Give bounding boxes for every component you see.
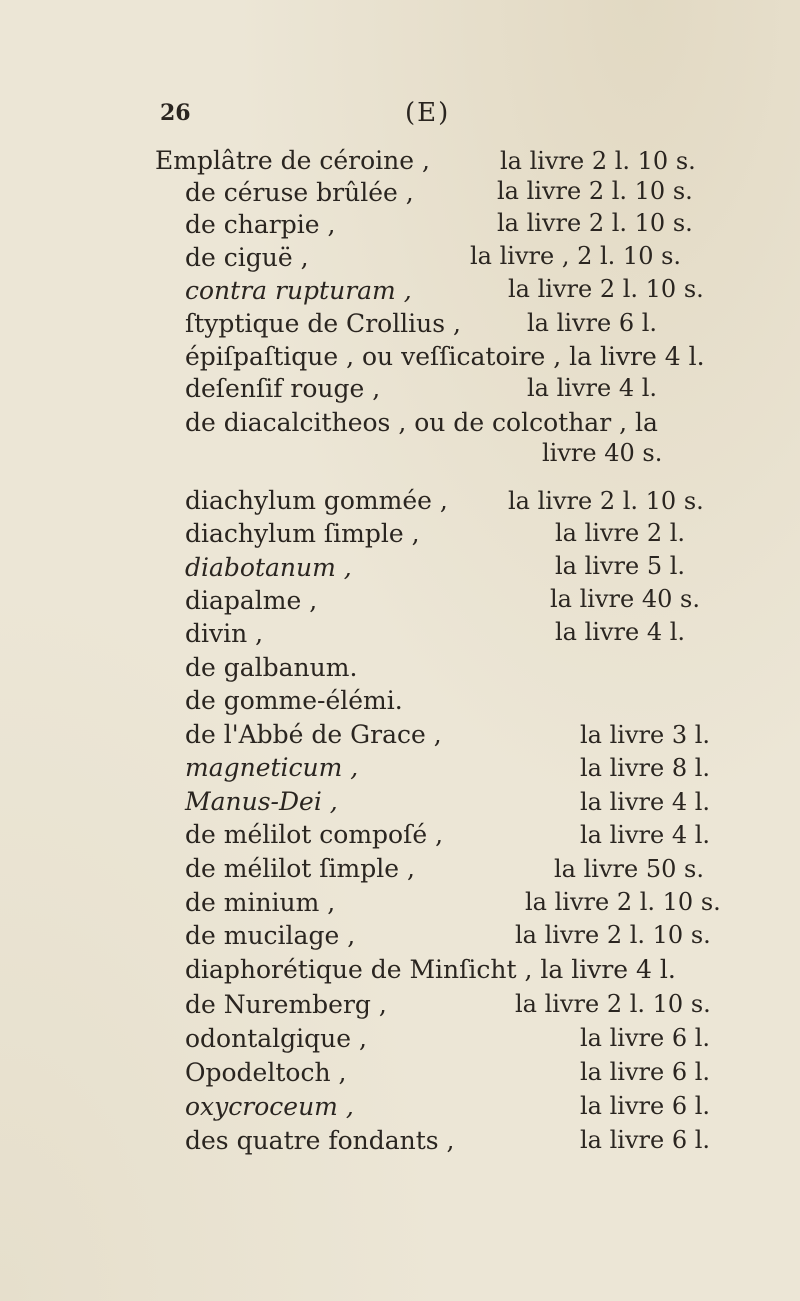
entry-label: odontalgique ,	[185, 1024, 367, 1053]
entry-label: divin ,	[185, 619, 264, 648]
entry-label: Opodeltoch ,	[185, 1058, 347, 1087]
entry-label	[185, 753, 358, 783]
entry-price: la livre 2 l. 10 s.	[515, 921, 711, 949]
entry-price: la livre 3 l.	[580, 721, 711, 749]
entry-label: épiſpaſtique , ou veſſicatoire , la livre 4 l.	[185, 342, 705, 371]
entry-label: diapalme ,	[185, 586, 318, 615]
entry-label	[185, 276, 412, 306]
entry-label-italic: diabotanum ,	[185, 553, 352, 582]
entry-price: la livre 6 l.	[580, 1058, 711, 1086]
entry-price: la livre 6 l.	[527, 309, 658, 337]
entry-label-italic: magneticum ,	[185, 753, 359, 782]
entry-label: de l'Abbé de Grace ,	[185, 720, 442, 749]
entry-label: deſenſif rouge ,	[185, 374, 381, 403]
entry-price: livre 40 s.	[542, 439, 663, 467]
entry-label: des quatre fondants ,	[185, 1126, 455, 1155]
entry-price: la livre 50 s.	[554, 855, 704, 883]
entry-label: de galbanum.	[185, 653, 358, 682]
entry-label	[185, 787, 338, 817]
entry-label-italic: oxycroceum ,	[185, 1092, 354, 1121]
entry-label	[185, 1092, 354, 1122]
entry-label: diachylum gommée ,	[185, 486, 448, 515]
entry-price: la livre 40 s.	[550, 585, 700, 613]
entry-label	[185, 553, 352, 583]
entry-label: de Nuremberg ,	[185, 990, 387, 1019]
entry-price: la livre 2 l. 10 s.	[508, 275, 704, 303]
entry-label: de mucilage ,	[185, 921, 356, 950]
entry-label-italic: Manus-Dei ,	[185, 787, 338, 816]
entry-price: la livre 2 l. 10 s.	[515, 990, 711, 1018]
entry-label: de ciguë ,	[185, 243, 309, 272]
entry-price: la livre 4 l.	[555, 618, 686, 646]
entry-label: de charpie ,	[185, 210, 336, 239]
entry-price: la livre 2 l.	[555, 519, 686, 547]
running-head: (E)	[405, 98, 451, 128]
entry-label: de diacalcitheos , ou de colcothar , la	[185, 408, 658, 437]
entry-price: la livre 4 l.	[580, 788, 711, 816]
entry-label: de mélilot compoſé ,	[185, 820, 444, 849]
entry-price: la livre 2 l. 10 s.	[497, 177, 693, 205]
entry-price: la livre 2 l. 10 s.	[508, 487, 704, 515]
entry-price: la livre 4 l.	[527, 374, 658, 402]
entry-label-italic: contra rupturam ,	[185, 276, 412, 305]
entry-label: de mélilot ſimple ,	[185, 854, 415, 883]
entry-price: la livre 6 l.	[580, 1092, 711, 1120]
entry-label: de minium ,	[185, 888, 336, 917]
entry-price: la livre 6 l.	[580, 1024, 711, 1052]
entry-label: de gomme-élémi.	[185, 686, 403, 715]
entry-price: la livre 8 l.	[580, 754, 711, 782]
entry-label: de céruse brûlée ,	[185, 178, 414, 207]
entry-price: la livre 2 l. 10 s.	[525, 888, 721, 916]
entry-price: la livre , 2 l. 10 s.	[470, 242, 682, 270]
entry-price: la livre 4 l.	[580, 821, 711, 849]
entry-label: Emplâtre de céroine ,	[155, 146, 430, 175]
entry-label: diachylum ſimple ,	[185, 519, 420, 548]
entry-price: la livre 2 l. 10 s.	[500, 147, 696, 175]
page-number: 26	[160, 100, 191, 126]
entry-price: la livre 2 l. 10 s.	[497, 209, 693, 237]
entry-price: la livre 6 l.	[580, 1126, 711, 1154]
entry-price: la livre 5 l.	[555, 552, 686, 580]
entry-label: diaphorétique de Minſicht , la livre 4 l.	[185, 955, 676, 984]
entry-label: ſtyptique de Crollius ,	[185, 309, 462, 338]
